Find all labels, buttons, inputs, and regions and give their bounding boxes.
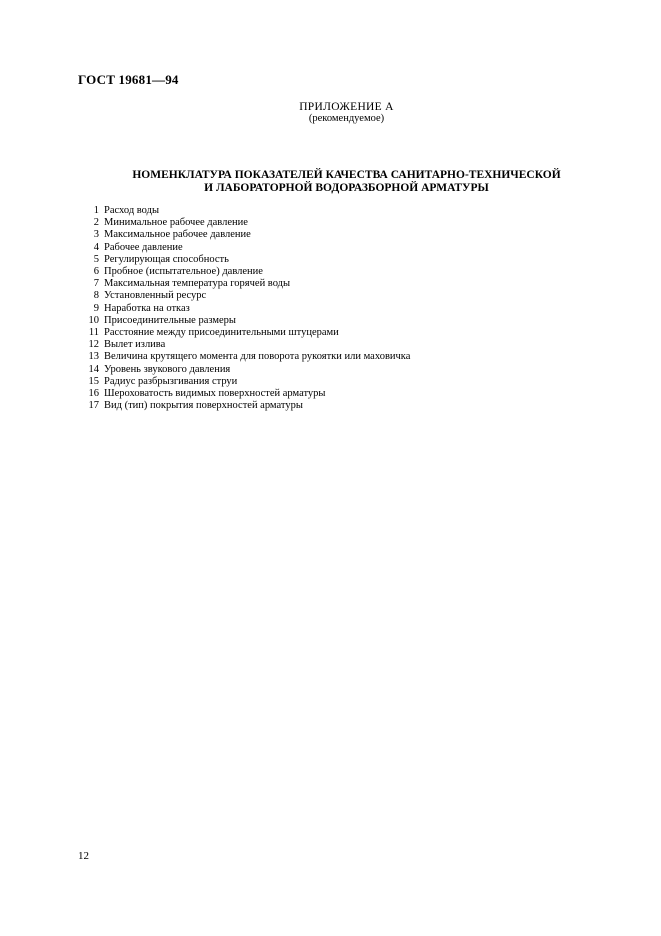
item-number: 11: [88, 327, 99, 339]
list-item: [79, 351, 410, 363]
list-item: [79, 205, 410, 217]
section-heading: [0, 169, 661, 194]
item-number: 5: [93, 253, 99, 265]
item-text: Расстояние между присоединительными штуцерами: [104, 327, 339, 339]
quality-indicators-list: [79, 205, 410, 412]
appendix-title: ПРИЛОЖЕНИЕ А: [299, 101, 394, 113]
item-text: Вылет излива: [104, 339, 166, 351]
list-item: [79, 242, 410, 254]
item-text: Пробное (испытательное) давление: [104, 266, 263, 278]
item-text: Присоединительные размеры: [104, 314, 236, 326]
list-item: [79, 400, 410, 412]
item-text: Минимальное рабочее давление: [104, 217, 248, 229]
item-text: Расход воды: [104, 205, 160, 216]
appendix-status: (рекомендуемое): [308, 113, 385, 124]
item-text: Радиус разбрызгивания струи: [104, 375, 238, 387]
item-text: Регулирующая способность: [104, 253, 229, 265]
list-item: [79, 278, 410, 290]
item-number: 10: [88, 314, 99, 326]
item-text: Уровень звукового давления: [104, 363, 231, 375]
section-heading-line-1: НОМЕНКЛАТУРА ПОКАЗАТЕЛЕЙ КАЧЕСТВА САНИТАРНО-ТЕХНИЧЕСКОЙ: [132, 169, 561, 181]
item-text: Рабочее давление: [104, 241, 183, 253]
item-number: 13: [88, 351, 99, 363]
appendix-header: [0, 101, 661, 125]
item-text: Максимальная температура горячей воды: [104, 278, 291, 290]
section-heading-line-2: И ЛАБОРАТОРНОЙ ВОДОРАЗБОРНОЙ АРМАТУРЫ: [204, 181, 489, 194]
item-number: 15: [88, 375, 99, 387]
list-item: [79, 388, 410, 400]
list-item: [79, 217, 410, 229]
item-number: 6: [93, 266, 99, 278]
item-number: 8: [93, 290, 99, 302]
item-text: Наработка на отказ: [104, 302, 190, 314]
list-item: [79, 290, 410, 302]
item-text: Величина крутящего момента для поворота рукоятки или маховичка: [104, 351, 411, 363]
item-number: 17: [88, 400, 99, 412]
list-item: [79, 229, 410, 241]
list-item: [79, 364, 410, 376]
list-item: [79, 315, 410, 327]
list-item: [79, 376, 410, 388]
list-item: [79, 303, 410, 315]
page-number: 12: [78, 850, 89, 862]
item-text: Вид (тип) покрытия поверхностей арматуры: [104, 400, 303, 412]
document-code: ГОСТ 19681—94: [78, 72, 179, 87]
list-item: [79, 339, 410, 351]
item-number: 4: [93, 241, 99, 253]
item-number: 9: [93, 302, 99, 314]
item-number: 1: [93, 205, 99, 216]
item-text: Максимальное рабочее давление: [104, 229, 251, 241]
item-number: 7: [93, 278, 99, 290]
item-number: 16: [88, 388, 99, 400]
list-item: [79, 327, 410, 339]
item-text: Установленный ресурс: [104, 290, 207, 302]
list-item: [79, 254, 410, 266]
list-item: [79, 266, 410, 278]
item-number: 14: [88, 363, 99, 375]
item-number: 2: [93, 217, 99, 229]
item-number: 3: [93, 229, 99, 241]
item-text: Шероховатость видимых поверхностей арматуры: [104, 388, 326, 400]
item-number: 12: [88, 339, 99, 351]
